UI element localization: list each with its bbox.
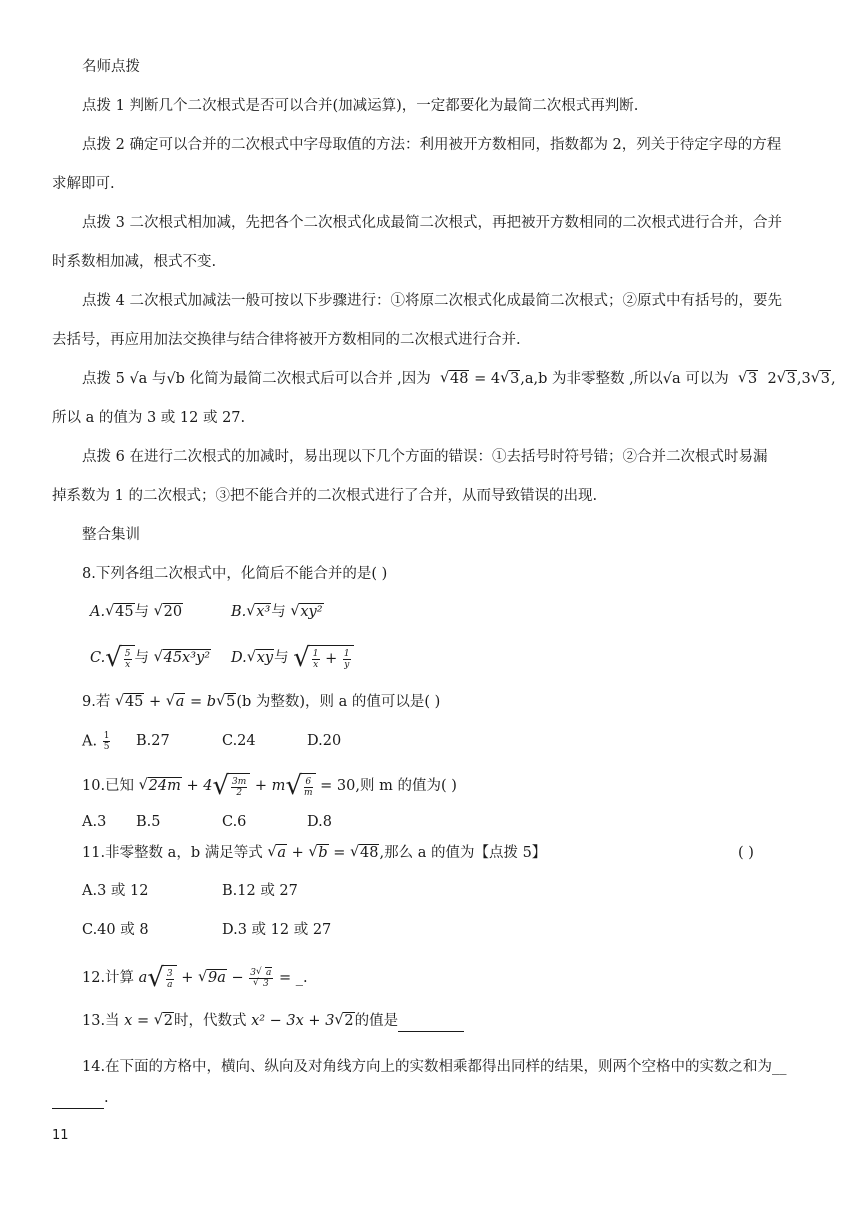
tip-5-lead: 点拨 5 √a 与√b 化简为最简二次根式后可以合并 ,因为 [82,371,431,387]
q11-option-c: C.40 或 8 [82,922,149,938]
q11-option-b: B.12 或 27 [222,883,298,899]
tip-2-line2: 求解即可. [52,176,115,192]
q14-line2: . [52,1088,109,1109]
tip-1: 点拨 1 判断几个二次根式是否可以合并(加减运算)，一定都要化为最简二次根式再判断. [82,98,639,114]
q10-option-c: C.6 [222,814,247,830]
tip-4-line2: 去括号，再应用加法交换律与结合律将被开方数相同的二次根式进行合并. [52,332,521,348]
q11-option-a: A.3 或 12 [82,883,149,899]
q13-stem: 13.当 x = √ 2时，代数式 x² − 3x + 3√ 2的值是 [82,1011,464,1032]
q13-answer-blank[interactable] [398,1011,464,1032]
section-tips-title: 名师点拨 [82,59,140,75]
page-number: 11 [52,1128,69,1143]
q9-option-c: C.24 [222,733,256,749]
q10-option-b: B.5 [136,814,161,830]
q8-option-b: B.√ x³与 √ xy² [231,602,324,622]
section-practice-title: 整合集训 [82,527,140,543]
q8-stem: 8.下列各组二次根式中，化简后不能合并的是( ) [82,566,388,582]
q14-answer-blank[interactable] [52,1088,104,1109]
tip-4-line1: 点拨 4 二次根式加减法一般可按以下步骤进行：①将原二次根式化成最简二次根式；②原式中有括号的，要先 [82,293,782,309]
q9-option-d: D.20 [307,733,342,749]
tip-5-values: √ 3 2√ 3,3√ 3, [733,371,835,387]
tip-5-mid: ,a,b 为非零整数 ,所以√a 可以为 [520,371,729,387]
q8-option-a: A.√ 45与 √ 20 [90,602,183,622]
q10-option-a: A.3 [82,814,107,830]
q14-line1: 14.在下面的方格中，横向、纵向及对角线方向上的实数相乘都得出同样的结果，则两个空格中的实数之和为__ [82,1059,787,1075]
tip-5-equation: √ 48 = 4√ 3 [435,371,520,387]
tip-2-line1: 点拨 2 确定可以合并的二次根式中字母取值的方法：利用被开方数相同，指数都为 2，列关于待定字母的方程 [82,137,782,153]
q8-option-c: C. √ $\frac{5}{x}$ 与 √ 45x³y² [90,645,211,671]
q11-stem: 11.非零整数 a，b 满足等式 √ a + √ b = √ 48,那么 a 的值为【点拨 5】 [82,843,546,863]
q11-answer-paren: ( ) [738,845,754,861]
q8-option-d: D.√ xy与 √ $\frac{1}{x}$ + $\frac{1}{y}$ [231,645,354,671]
q11-option-d: D.3 或 12 或 27 [222,922,332,938]
q9-option-a: A. $\frac{1}{5}$ [82,731,110,752]
tip-3-line2: 时系数相加减，根式不变. [52,254,217,270]
q9-stem: 9.若 √ 45 + √ a = b√ 5(b 为整数)，则 a 的值可以是( ) [82,692,440,712]
tip-6-line1: 点拨 6 在进行二次根式的加减时，易出现以下几个方面的错误：①去括号时符号错；②合并二次根式时易漏 [82,449,768,465]
q10-option-d: D.8 [307,814,332,830]
q10-stem: 10.已知 √ 24m + 4 √ $\frac{3m}{2}$ + m √ $\frac{6}{m}$ = 30,则 m 的值为( ) [82,773,457,799]
tip-6-line2: 掉系数为 1 的二次根式；③把不能合并的二次根式进行了合并，从而导致错误的出现. [52,488,598,504]
q12-stem: 12.计算 a √ $\frac{3}{a}$ + √ 9a − 3√ a √ 3 = _. [82,965,308,991]
tip-5-line2: 所以 a 的值为 3 或 12 或 27. [52,410,246,426]
tip-5-line1 [82,369,836,389]
q9-option-b: B.27 [136,733,170,749]
tip-3-line1: 点拨 3 二次根式相加减，先把各个二次根式化成最简二次根式，再把被开方数相同的二次根式进行合并，合并 [82,215,782,231]
